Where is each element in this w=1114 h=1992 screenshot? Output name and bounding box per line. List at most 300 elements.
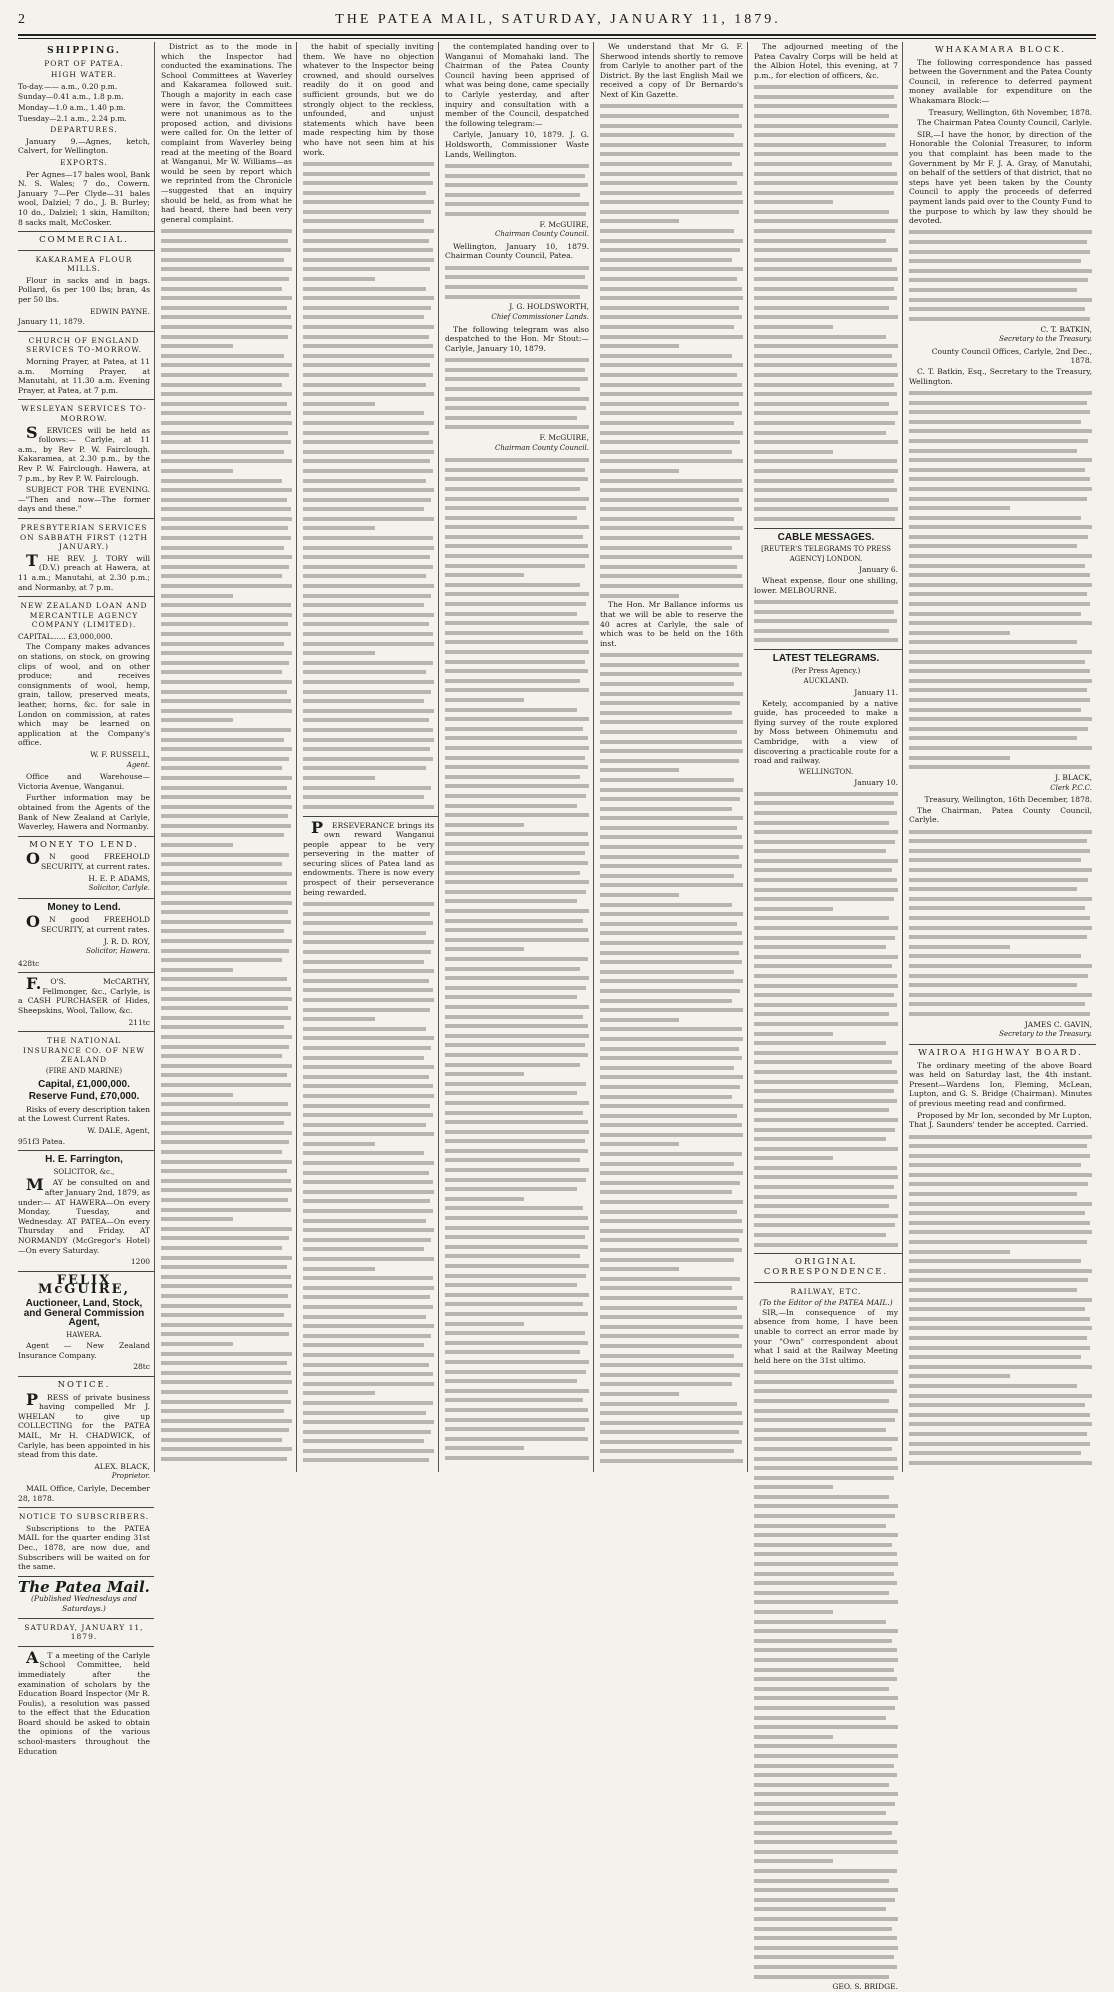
letter2-signature: J. BLACK, <box>1055 772 1092 782</box>
text-line-ink <box>445 525 589 529</box>
high-water-line: Sunday—0.41 a.m., 1.8 p.m. <box>18 92 124 102</box>
text-line <box>600 361 743 371</box>
text-line-ink <box>909 906 1085 910</box>
text-line-ink <box>445 1168 589 1172</box>
text-line <box>445 561 589 571</box>
text-line-ink <box>754 1754 898 1758</box>
text-line <box>445 1117 589 1127</box>
text-line <box>161 418 292 428</box>
text-line-ink <box>754 1879 889 1883</box>
text-line-ink <box>754 974 897 978</box>
text-line <box>754 447 898 457</box>
text-line <box>445 734 589 744</box>
text-line-ink <box>161 690 287 694</box>
text-line-ink <box>754 277 898 281</box>
text-line <box>754 207 898 217</box>
text-line <box>600 457 743 467</box>
text-line <box>445 375 589 385</box>
text-line-ink <box>600 172 743 176</box>
text-line-ink <box>600 672 742 676</box>
divider <box>18 231 154 232</box>
text-line-ink <box>754 258 892 262</box>
ballance-text: The Hon. Mr Ballance informs us that we will be able to reserve the 40 acres at Carlyle, the sale of which was to be held on the 16th inst. <box>600 600 743 648</box>
text-line-ink <box>600 903 732 907</box>
text-line <box>161 552 292 562</box>
text-line <box>754 495 898 505</box>
text-line-ink <box>161 1054 282 1058</box>
text-line <box>303 1245 434 1255</box>
text-line <box>161 409 292 419</box>
text-line-ink <box>909 1259 1081 1263</box>
text-line <box>909 228 1092 238</box>
text-line-ink <box>754 1917 898 1921</box>
text-line <box>445 705 589 715</box>
text-line-ink <box>161 1073 287 1077</box>
railway-heading: RAILWAY, ETC. <box>790 1286 862 1296</box>
text-line <box>303 1312 434 1322</box>
text-line-ink <box>445 285 588 289</box>
text-line <box>303 217 434 227</box>
text-line-ink <box>445 631 583 635</box>
text-line <box>754 1377 898 1387</box>
text-line-ink <box>303 469 433 473</box>
text-line-ink <box>909 1451 1081 1455</box>
text-line <box>909 247 1092 257</box>
text-line <box>161 255 292 265</box>
text-line-ink <box>161 450 284 454</box>
text-line-ink <box>303 998 434 1002</box>
text-line <box>161 581 292 591</box>
text-line-ink <box>445 880 589 884</box>
text-line <box>754 1502 898 1512</box>
text-line-ink <box>754 801 894 805</box>
text-line-ink <box>161 1265 287 1269</box>
money2-signature: J. R. D. ROY, <box>103 936 150 946</box>
text-line <box>303 178 434 188</box>
text-line <box>445 897 589 907</box>
text-line-ink <box>161 526 288 530</box>
insurance-capital: Capital, £1,000,000. <box>38 1078 130 1090</box>
text-line-ink <box>161 709 292 713</box>
text-line <box>600 543 743 553</box>
high-water-heading: HIGH WATER. <box>50 70 118 80</box>
reply-signature-title: Chief Commissioner Lands. <box>491 313 589 322</box>
text-line <box>600 929 743 939</box>
text-line-ink <box>600 1037 743 1041</box>
cavalry-text: The adjourned meeting of the Patea Cavalry Corps will be held at the Albion Hotel, this evening, at 7 p.m., for election of officers, &c. <box>754 42 898 80</box>
text-line-ink <box>909 887 1077 891</box>
text-line <box>303 773 434 783</box>
text-line-ink <box>909 935 1087 939</box>
text-line <box>445 1309 589 1319</box>
text-line <box>445 1069 589 1079</box>
text-line-ink <box>600 1162 734 1166</box>
text-line <box>445 1405 589 1415</box>
text-line-ink <box>909 1163 1081 1167</box>
insurance-subheading: (FIRE AND MARINE) <box>45 1067 123 1076</box>
text-line-ink <box>600 1411 742 1415</box>
text-line-ink <box>161 536 291 540</box>
text-line-ink <box>600 1085 740 1089</box>
text-line-ink <box>445 1139 585 1143</box>
text-line <box>161 1080 292 1090</box>
text-line-ink <box>909 717 1092 721</box>
text-line <box>909 436 1092 446</box>
text-line-ink <box>600 768 679 772</box>
text-line-ink <box>909 746 1092 750</box>
text-line <box>161 1291 292 1301</box>
text-line <box>600 485 743 495</box>
money-signature-title: Solicitor, Carlyle. <box>88 884 150 893</box>
text-line-ink <box>303 1046 431 1050</box>
text-line-ink <box>754 792 898 796</box>
text-line <box>303 639 434 649</box>
text-line-ink <box>754 1735 833 1739</box>
text-line <box>909 256 1092 266</box>
text-line-ink <box>161 1361 287 1365</box>
text-line <box>909 1009 1092 1019</box>
text-line <box>909 599 1092 609</box>
text-line-ink <box>909 298 1092 302</box>
text-line <box>303 1082 434 1092</box>
text-line-ink <box>754 143 886 147</box>
divider <box>754 528 902 529</box>
text-line <box>909 1410 1092 1420</box>
text-line-ink <box>303 200 434 204</box>
text-line <box>161 437 292 447</box>
text-line <box>754 1809 898 1819</box>
text-line <box>600 1121 743 1131</box>
text-line <box>303 1293 434 1303</box>
text-line-ink <box>303 1411 426 1415</box>
text-line <box>600 1370 743 1380</box>
text-line-ink <box>161 699 291 703</box>
telegram-reply: Wellington, January 10, 1879. Chairman County Council, Patea. <box>445 241 589 261</box>
text-line-ink <box>445 573 524 577</box>
text-line-ink <box>161 479 282 483</box>
mills-signature: EDWIN PAYNE. <box>90 306 150 316</box>
text-line <box>754 847 898 857</box>
text-line <box>161 1339 292 1349</box>
text-line <box>754 1396 898 1406</box>
text-line <box>754 894 898 904</box>
text-line <box>600 794 743 804</box>
text-line <box>161 984 292 994</box>
text-line <box>303 533 434 543</box>
text-line <box>445 666 589 676</box>
text-line-ink <box>600 960 742 964</box>
text-line <box>445 877 589 887</box>
text-line-ink <box>909 1269 1092 1273</box>
text-line <box>909 856 1092 866</box>
text-line <box>161 245 292 255</box>
text-line-ink <box>754 1195 897 1199</box>
text-line-ink <box>303 766 426 770</box>
text-line-ink <box>909 669 1090 673</box>
text-line <box>600 1437 743 1447</box>
text-line-ink <box>445 212 586 216</box>
text-line <box>445 916 589 926</box>
text-line-ink <box>754 1677 897 1681</box>
text-line <box>161 716 292 726</box>
text-line-ink <box>161 1064 292 1068</box>
latest-text: Ketely, accompanied by a native guide, has proceeded to make a flying survey of the route explored by Moss between Ohinemutu and Cambridge, with a view of discovering a practicable route for a road and railway. <box>754 698 898 766</box>
text-line-ink <box>161 776 292 780</box>
text-line-ink <box>161 555 292 559</box>
text-line <box>303 1417 434 1427</box>
text-line <box>161 610 292 620</box>
text-line <box>445 180 589 190</box>
text-line <box>754 1933 898 1943</box>
text-line <box>909 523 1092 533</box>
text-line <box>161 1051 292 1061</box>
text-line-ink <box>600 421 734 425</box>
text-line <box>600 1111 743 1121</box>
text-line-ink <box>445 1005 589 1009</box>
text-line-ink <box>303 988 433 992</box>
text-line-ink <box>445 1408 588 1412</box>
text-line-ink <box>445 1427 585 1431</box>
divider <box>303 816 438 817</box>
text-line <box>754 1530 898 1540</box>
text-line-ink <box>600 479 742 483</box>
text-line <box>754 923 898 933</box>
whakamara-text: The following correspondence has passed between the Government and the Patea County Council, in reference to deferred payment money available for expenditure on the Whakamara Block:— <box>909 57 1092 105</box>
text-line-ink <box>303 1420 434 1424</box>
text-line <box>600 1303 743 1313</box>
mcguire-code: 28tc <box>133 1362 150 1372</box>
text-line-ink <box>161 642 284 646</box>
text-line <box>303 572 434 582</box>
text-line <box>600 188 743 198</box>
text-line-ink <box>909 1240 1087 1244</box>
latest-subheading: (Per Press Agency.) <box>791 666 861 675</box>
text-line <box>303 226 434 236</box>
text-line-ink <box>909 688 1087 692</box>
text-line <box>161 322 292 332</box>
text-line <box>600 533 743 543</box>
text-line-ink <box>161 517 292 521</box>
text-line <box>909 1276 1092 1286</box>
text-line <box>600 852 743 862</box>
news-continuation <box>754 82 902 523</box>
text-line <box>754 914 898 924</box>
text-line-ink <box>600 354 732 358</box>
text-line-ink <box>909 878 1088 882</box>
text-line-ink <box>909 1230 1092 1234</box>
text-line-ink <box>445 1015 583 1019</box>
text-line <box>445 657 589 667</box>
text-line <box>303 1158 434 1168</box>
text-line <box>161 1320 292 1330</box>
text-line <box>161 236 292 246</box>
text-line-ink <box>445 775 580 779</box>
text-line <box>754 1201 898 1211</box>
text-line-ink <box>909 964 1092 968</box>
text-line <box>600 226 743 236</box>
text-line-ink <box>754 1128 895 1132</box>
text-line <box>303 1005 434 1015</box>
text-line-ink <box>303 757 433 761</box>
text-line <box>303 1197 434 1207</box>
text-line <box>909 455 1092 465</box>
text-line-ink <box>161 814 288 818</box>
text-line-ink <box>754 1524 886 1528</box>
cable-subheading: [REUTER'S TELEGRAMS TO PRESS AGENCY] LONDON. <box>761 545 891 563</box>
text-line <box>600 217 743 227</box>
high-water-line: Tuesday—2.1 a.m., 2.24 p.m. <box>18 113 127 123</box>
text-line-ink <box>161 1380 292 1384</box>
text-line <box>909 266 1092 276</box>
text-line-ink <box>909 439 1088 443</box>
text-line-ink <box>303 411 424 415</box>
text-line-ink <box>600 874 734 878</box>
text-line <box>754 1106 898 1116</box>
text-line-ink <box>161 258 284 262</box>
text-line <box>754 1230 898 1240</box>
text-line <box>754 607 898 617</box>
text-line-ink <box>909 269 1092 273</box>
text-line-ink <box>754 888 898 892</box>
text-line-ink <box>600 239 743 243</box>
text-line <box>754 1134 898 1144</box>
text-line <box>445 1213 589 1223</box>
text-line-ink <box>303 459 430 463</box>
text-line-ink <box>754 124 898 128</box>
text-line <box>445 455 589 465</box>
text-line <box>600 140 743 150</box>
text-line <box>303 303 434 313</box>
text-line-ink <box>303 536 433 540</box>
text-line <box>303 1369 434 1379</box>
text-line <box>445 801 589 811</box>
text-line <box>909 1266 1092 1276</box>
text-line-ink <box>303 1257 434 1261</box>
text-line <box>161 629 292 639</box>
text-line <box>909 484 1092 494</box>
text-line <box>909 647 1092 657</box>
text-line <box>600 698 743 708</box>
text-line <box>303 986 434 996</box>
text-line-ink <box>445 1456 589 1460</box>
text-line-ink <box>600 392 743 396</box>
notice-heading: NOTICE. <box>57 1380 111 1391</box>
text-line-ink <box>909 564 1085 568</box>
text-line-ink <box>445 804 577 808</box>
text-line <box>754 322 898 332</box>
text-line-ink <box>303 248 433 252</box>
text-line <box>445 590 589 600</box>
text-line-ink <box>909 401 1087 405</box>
text-line <box>445 1319 589 1329</box>
text-line-ink <box>909 897 1092 901</box>
text-line <box>445 868 589 878</box>
text-line-ink <box>754 1802 895 1806</box>
text-line-ink <box>754 1466 898 1470</box>
text-line <box>303 918 434 928</box>
text-line <box>600 1418 743 1428</box>
text-line-ink <box>303 786 431 790</box>
money2-text: ON good FREEHOLD SECURITY, at current rates. <box>26 912 150 934</box>
news-continuation <box>600 102 747 601</box>
text-line <box>445 906 589 916</box>
text-line <box>754 82 898 92</box>
text-line <box>909 904 1092 914</box>
text-line-ink <box>161 383 282 387</box>
divider <box>18 1507 154 1508</box>
text-line-ink <box>161 1083 291 1087</box>
letter3-signature: JAMES C. GAVIN, <box>1024 1019 1092 1029</box>
text-line-ink <box>445 1043 585 1047</box>
text-line-ink <box>754 1380 894 1384</box>
text-line-ink <box>303 1065 434 1069</box>
text-line <box>754 1454 898 1464</box>
text-line <box>303 466 434 476</box>
exports-heading: EXPORTS. <box>60 157 108 167</box>
text-line <box>161 879 292 889</box>
text-line <box>600 332 743 342</box>
text-line <box>445 1424 589 1434</box>
text-line-ink <box>445 1235 585 1239</box>
text-line-ink <box>445 967 580 971</box>
text-line-ink <box>754 1399 889 1403</box>
text-line <box>445 964 589 974</box>
text-line-ink <box>754 897 894 901</box>
text-line <box>445 973 589 983</box>
text-line-ink <box>445 164 589 168</box>
telegram-header: Carlyle, January 10, 1879. J. G. Holdsworth, Commissioner Waste Lands, Wellington. <box>445 130 589 159</box>
text-line-ink <box>909 1135 1092 1139</box>
text-line-ink <box>600 1210 737 1214</box>
text-line-ink <box>754 1725 898 1729</box>
text-line <box>303 658 434 668</box>
text-line-ink <box>161 747 292 751</box>
text-line-ink <box>909 1403 1085 1407</box>
text-line <box>909 618 1092 628</box>
text-line-ink <box>445 295 580 299</box>
divider <box>18 331 154 332</box>
text-line <box>161 1147 292 1157</box>
text-line-ink <box>909 449 1077 453</box>
text-line-ink <box>303 1324 434 1328</box>
text-line <box>754 1722 898 1732</box>
text-line-ink <box>600 663 739 667</box>
text-line <box>303 1206 434 1216</box>
text-line-ink <box>754 172 897 176</box>
text-line <box>600 746 743 756</box>
text-line-ink <box>303 1094 434 1098</box>
text-line-ink <box>303 1430 431 1434</box>
text-line <box>600 130 743 140</box>
text-line-ink <box>754 488 897 492</box>
text-line-ink <box>600 1027 742 1031</box>
text-line-ink <box>909 1461 1092 1465</box>
text-line <box>303 1283 434 1293</box>
text-line <box>754 1924 898 1934</box>
text-line-ink <box>445 1111 583 1115</box>
text-line <box>161 994 292 1004</box>
text-line-ink <box>161 546 284 550</box>
text-line-ink <box>754 1099 897 1103</box>
text-line <box>600 1236 743 1246</box>
text-line-ink <box>754 479 894 483</box>
text-line <box>754 636 898 646</box>
text-line <box>600 236 743 246</box>
text-line <box>445 743 589 753</box>
text-line-ink <box>303 594 431 598</box>
text-line <box>445 839 589 849</box>
text-line-ink <box>161 287 282 291</box>
